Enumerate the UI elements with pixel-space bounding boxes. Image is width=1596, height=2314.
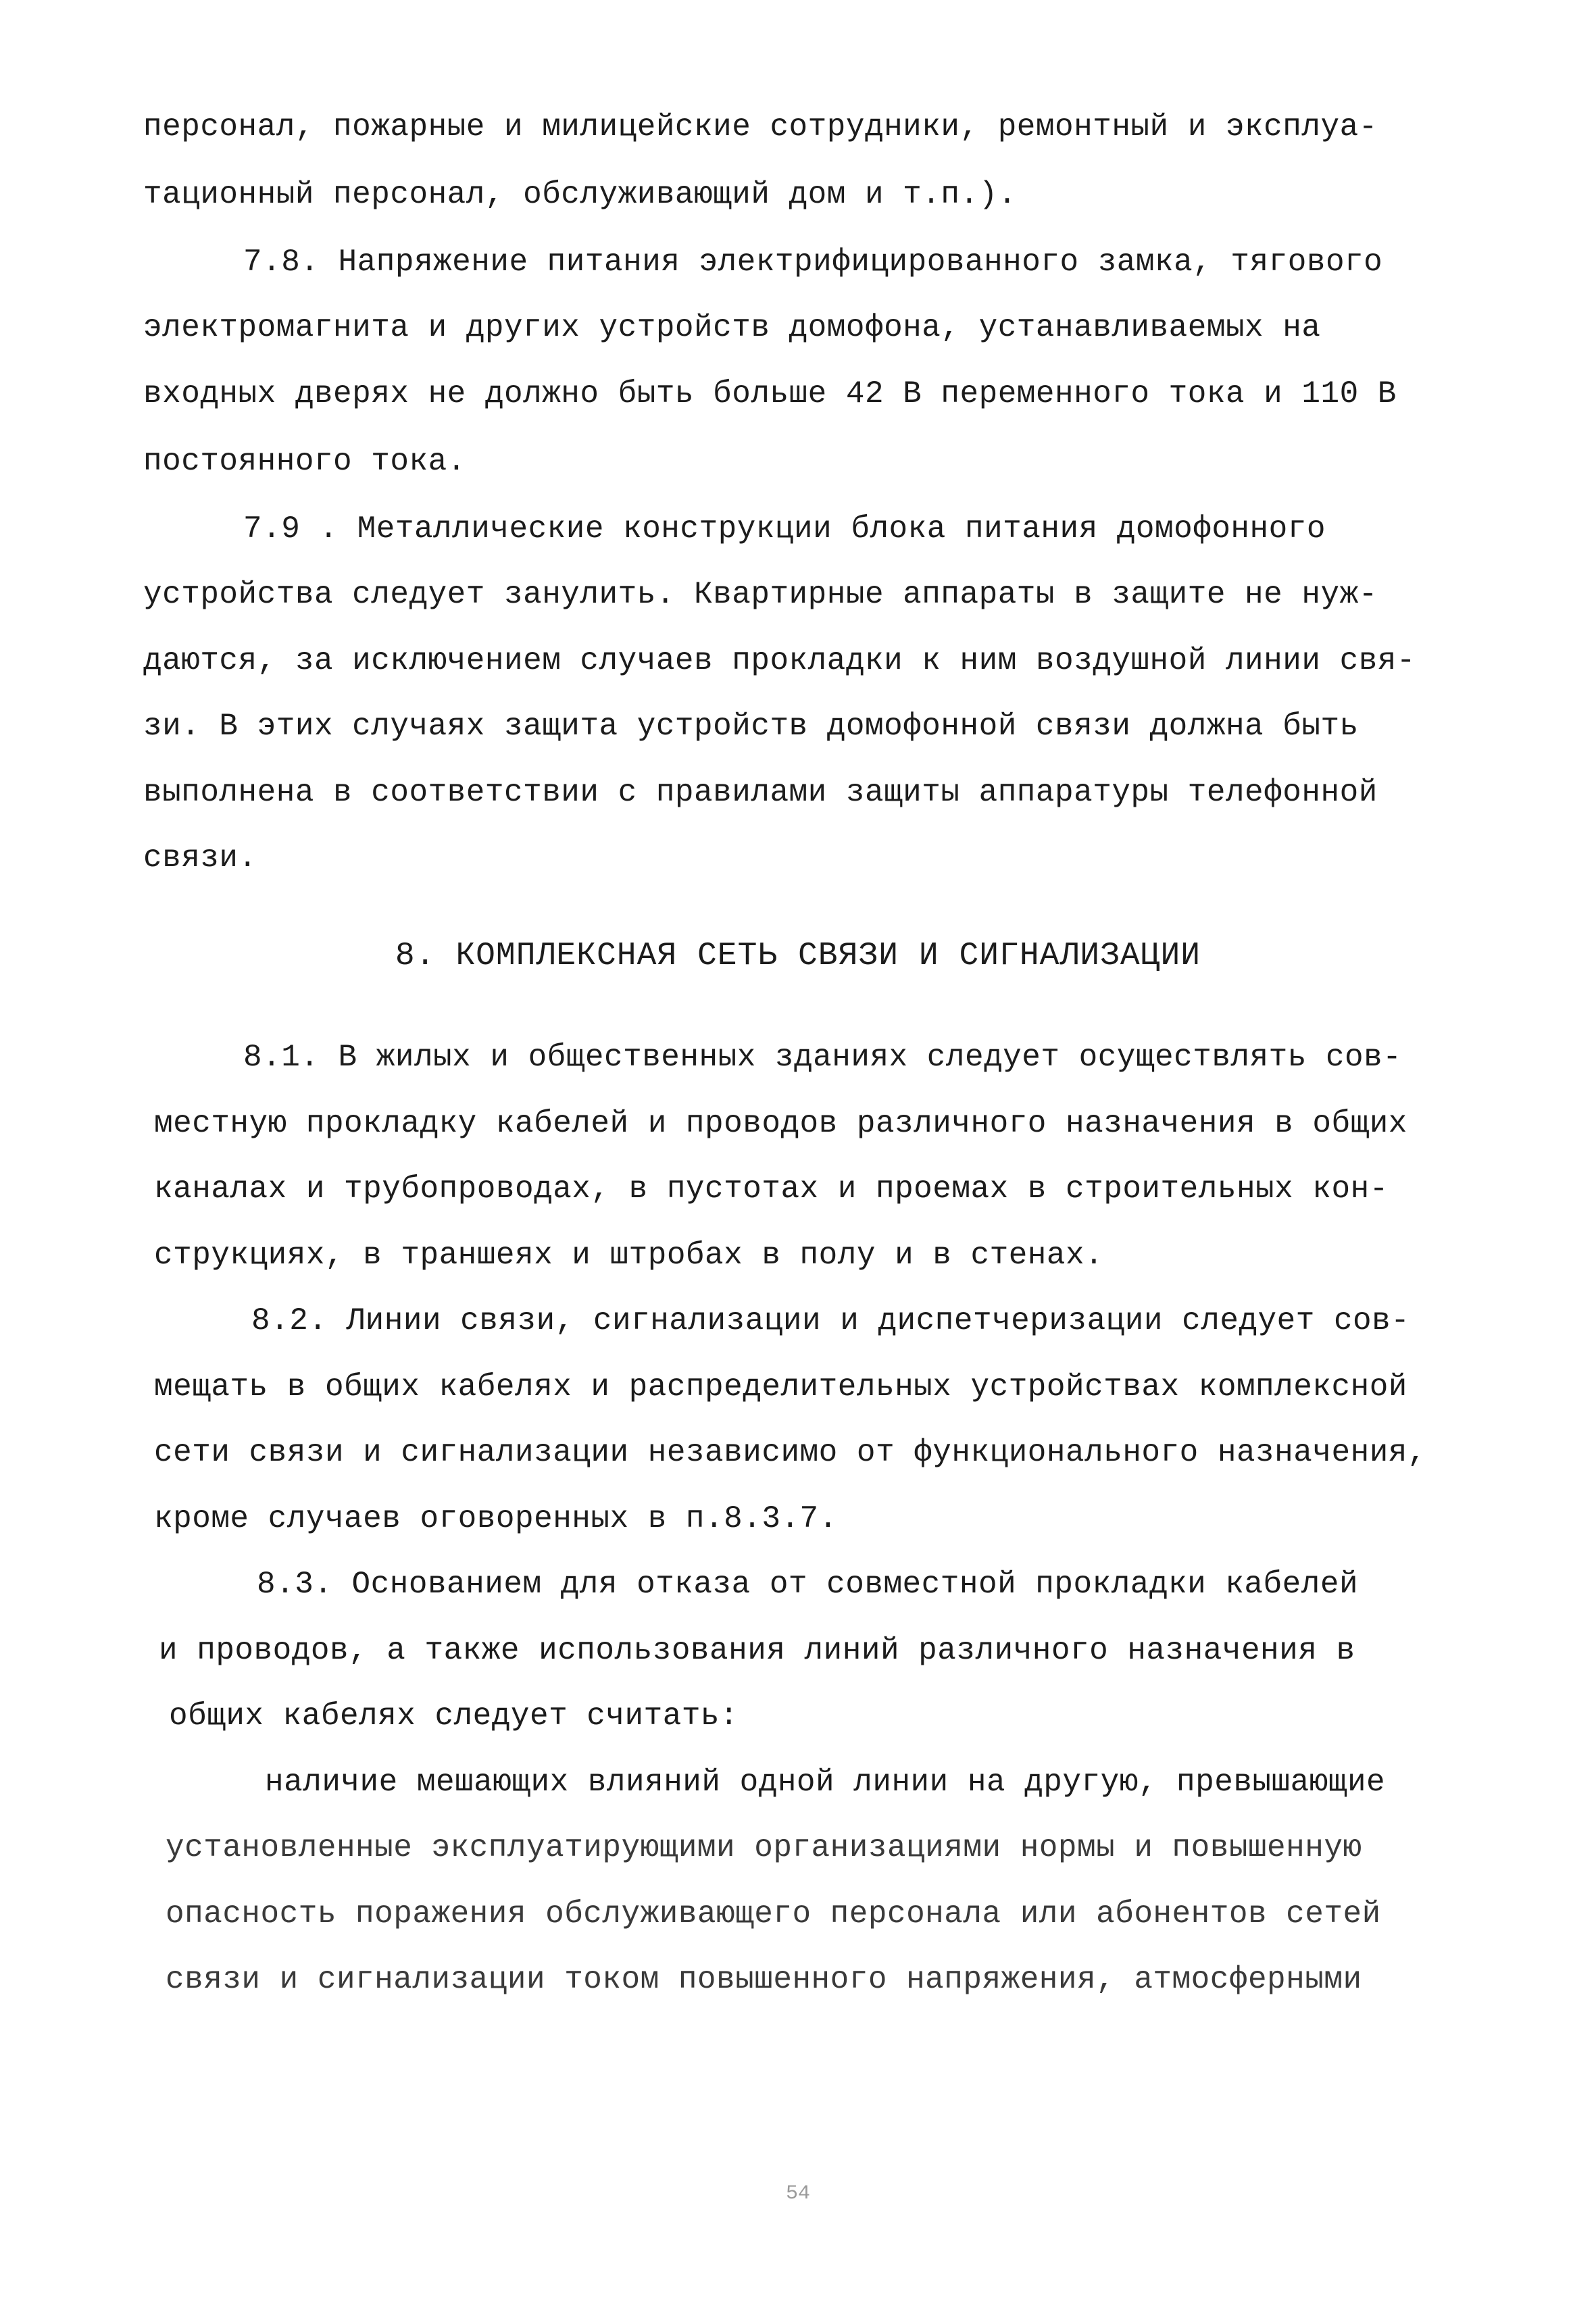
page-number: 54 <box>785 2182 810 2205</box>
text-line: устройства следует занулить. Квартирные аппараты в защите не нуж- <box>143 577 1378 612</box>
text-line: персонал, пожарные и милицейские сотрудники, ремонтный и эксплуа- <box>143 109 1378 145</box>
text-line: струкциях, в траншеях и штробах в полу и в стенах. <box>154 1238 1104 1273</box>
text-line: наличие мешающих влияний одной линии на другую, превышающие <box>265 1765 1386 1800</box>
text-line: общих кабелях следует считать: <box>169 1699 739 1734</box>
text-line: 8.2. Линии связи, сигнализации и диспетчеризации следует сов- <box>251 1303 1410 1338</box>
text-line: 8.3. Основанием для отказа от совместной прокладки кабелей <box>257 1567 1359 1602</box>
text-line: выполнена в соответствии с правилами защиты аппаратуры телефонной <box>143 775 1378 810</box>
text-line: мещать в общих кабелях и распределительных устройствах комплексной <box>154 1369 1407 1405</box>
text-line: зи. В этих случаях защита устройств домофонной связи должна быть <box>143 709 1359 744</box>
text-line: и проводов, а также использования линий различного назначения в <box>159 1633 1355 1668</box>
text-line: тационный персонал, обслуживающий дом и т.п.). <box>143 177 1017 212</box>
text-line: связи и сигнализации током повышенного напряжения, атмосферными <box>166 1962 1362 1997</box>
text-line: местную прокладку кабелей и проводов различного назначения в общих <box>154 1106 1407 1141</box>
text-line: каналах и трубопроводах, в пустотах и проемах в строительных кон- <box>154 1172 1389 1207</box>
section-heading: 8. КОМПЛЕКСНАЯ СЕТЬ СВЯЗИ И СИГНАЛИЗАЦИИ <box>395 938 1201 974</box>
text-line: установленные эксплуатирующими организациями нормы и повышенную <box>166 1830 1362 1865</box>
text-line: входных дверях не должно быть больше 42 В переменного тока и 110 В <box>143 376 1397 411</box>
text-line: 7.8. Напряжение питания электрифицированного замка, тягового <box>243 245 1383 280</box>
text-line: даются, за исключением случаев прокладки к ним воздушной линии свя- <box>143 643 1416 678</box>
text-line: постоянного тока. <box>143 444 466 479</box>
text-line: кроме случаев оговоренных в п.8.3.7. <box>154 1501 838 1536</box>
text-line: сети связи и сигнализации независимо от функционального назначения, <box>154 1435 1427 1470</box>
text-line: опасность поражения обслуживающего персонала или абонентов сетей <box>166 1896 1381 1932</box>
text-line: 7.9 . Металлические конструкции блока питания домофонного <box>243 511 1326 547</box>
text-line: связи. <box>143 840 257 876</box>
text-line: электромагнита и других устройств домофона, устанавливаемых на <box>143 310 1321 345</box>
text-line: 8.1. В жилых и общественных зданиях следует осуществлять сов- <box>243 1040 1402 1075</box>
